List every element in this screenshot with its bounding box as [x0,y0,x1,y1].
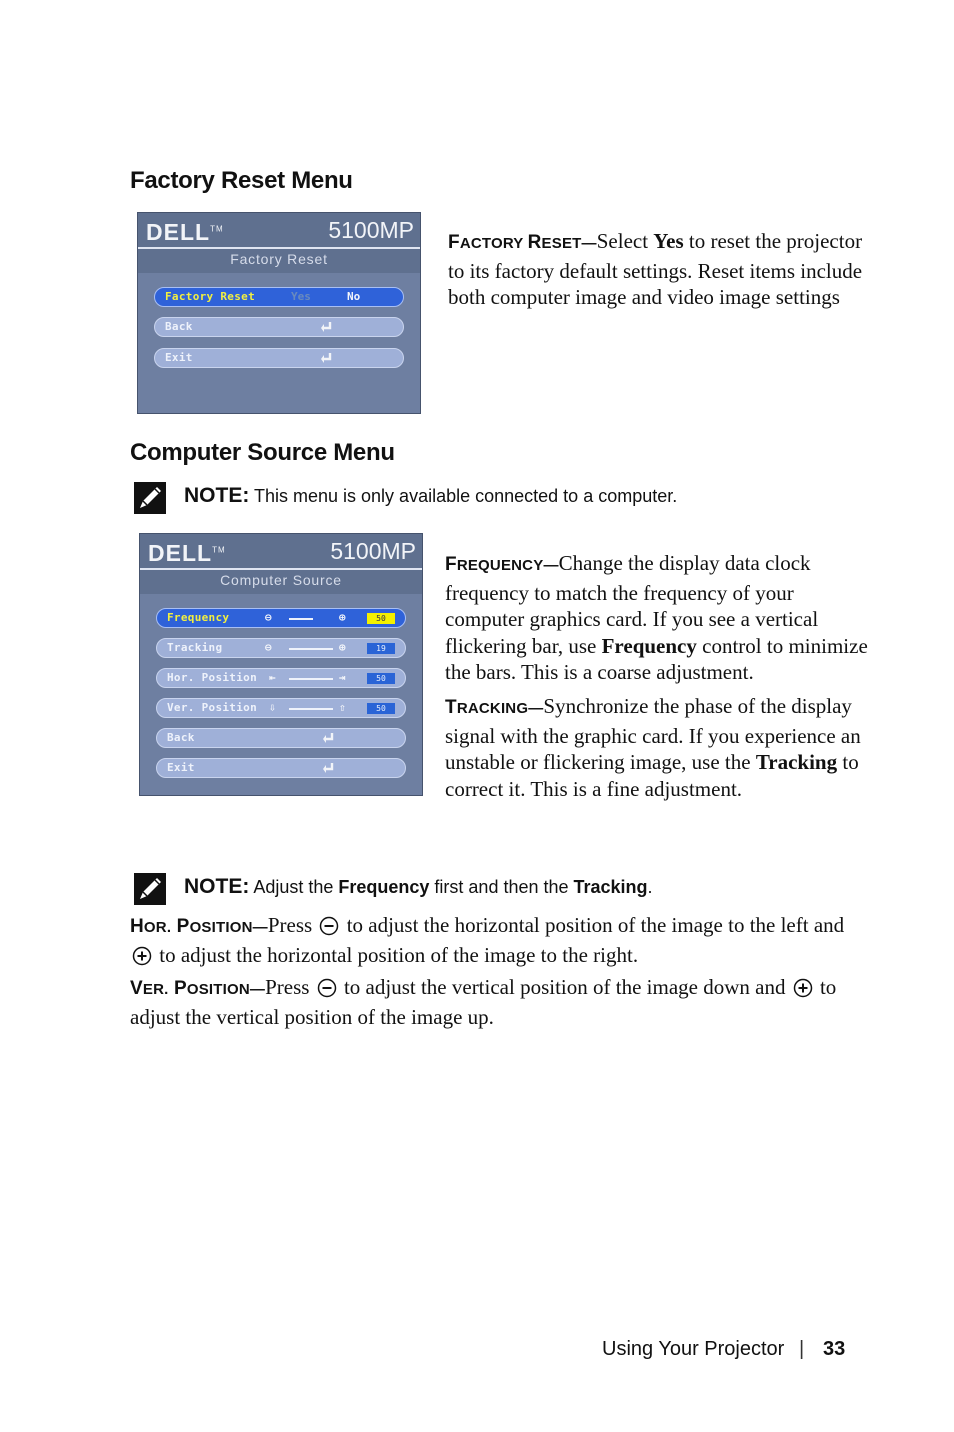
osd-row-back: Back [154,317,404,337]
factory-reset-osd-screenshot [137,212,421,414]
page-number: 33 [823,1338,846,1360]
footer-section-title: Using Your Projector [602,1338,785,1360]
frequency-description: FREQUENCY—Change the display data clock frequency to match the frequency of your computer graphics card. If you see a vertical flickering bar, use Frequency control to minimize the bars. This is a coarse adjustment. [445,551,868,684]
osd-row-exit: Exit [154,348,404,368]
footer-separator: | [799,1338,805,1360]
osd-row-tracking: Tracking ⊖ ⊕ 19 [156,638,406,658]
hor-position-description: HOR. POSITION—Press to adjust the horizontal position of the image to the left and to adjust the horizontal position of the image to the right. [130,913,845,967]
osd-row-exit: Exit [156,758,406,778]
factory-reset-heading: Factory Reset Menu [130,167,353,194]
computer-source-osd-screenshot [139,533,423,796]
factory-reset-description: FACTORY RESET—Select Yes to reset the projector to its factory default settings. Reset items include both computer image and video image settings [448,229,863,309]
return-arrow-icon [319,320,333,334]
computer-source-heading: Computer Source Menu [130,439,395,466]
dell-logo: DELL™ [146,219,224,245]
return-arrow-icon [319,351,333,365]
plus-button-icon [793,978,813,998]
osd-model: 5100MP [328,217,414,243]
return-arrow-icon [321,761,335,775]
osd-row-hor-position: Hor. Position ⇤ ⇥ 50 [156,668,406,688]
tracking-description: TRACKING—Synchronize the phase of the display signal with the graphic card. If you experience an unstable or flickering image, use the Tracking to correct it. This is a fine adjustment. [445,694,861,801]
ver-position-description: VER. POSITION—Press to adjust the vertical position of the image down and to adjust the vertical position of the image up. [130,975,837,1029]
osd-row-frequency: Frequency ⊖ ⊕ 50 [156,608,406,628]
minus-button-icon [317,978,337,998]
minus-button-icon [319,916,339,936]
note-pencil-icon [133,872,167,906]
osd-row-back: Back [156,728,406,748]
note-adjust-order: NOTE: Adjust the Frequency first and then the Tracking. [184,875,653,898]
osd-row-factory-reset: Factory Reset Yes No [154,287,404,307]
dell-logo: DELL™ [148,540,226,566]
plus-button-icon [132,946,152,966]
osd-row-ver-position: Ver. Position ⇩ ⇧ 50 [156,698,406,718]
return-arrow-icon [321,731,335,745]
osd-title: Factory Reset [230,251,328,267]
note-pencil-icon [133,481,167,515]
osd-model: 5100MP [330,538,416,564]
note-computer-only: NOTE: This menu is only available connected to a computer. [184,484,678,507]
osd-title: Computer Source [220,572,342,588]
